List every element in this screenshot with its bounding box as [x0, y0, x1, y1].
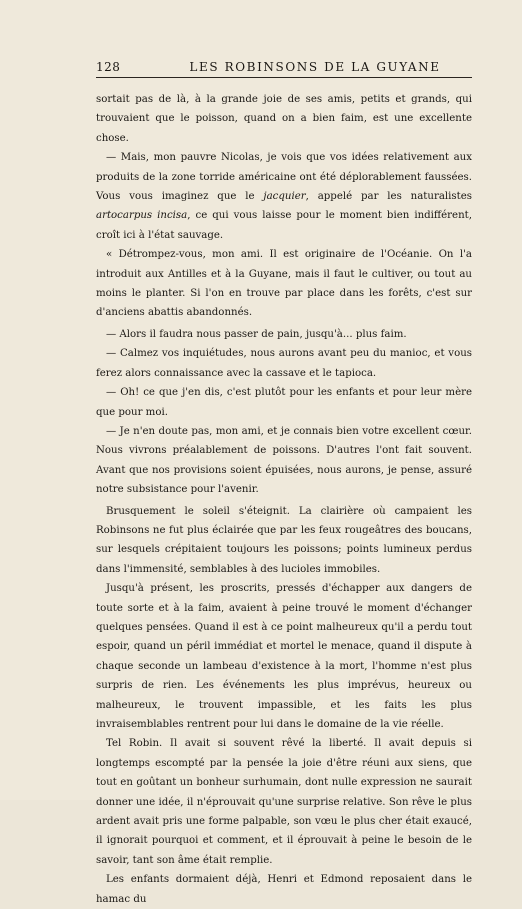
- text-run: — Alors il faudra nous passer de pain, jusqu'à... plus faim.: [106, 328, 407, 340]
- text-run: , appelé par les naturalistes: [305, 191, 473, 203]
- text-run: — Oh! ce que j'en dis, c'est plutôt pour les enfants et pour leur mère que pour moi.: [96, 387, 472, 418]
- italic-text: jacquier: [263, 191, 306, 203]
- paragraph: [96, 422, 472, 500]
- text-run: Les enfants dormaient déjà, Henri et Edmond reposaient dans le hamac du: [96, 874, 472, 905]
- paragraph: [96, 579, 472, 734]
- paragraph: [96, 245, 472, 323]
- text-run: , ce qui vous laisse pour le moment bien indifférent, croît ici à l'état sauvage.: [96, 210, 472, 241]
- page-number: 128: [96, 60, 121, 74]
- text-run: — Mais, mon pauvre Nicolas, je vois que vos idées relativement aux produits de la zone torride américaine ont été déplorablement faussées. Vous vous imaginez que le: [96, 152, 472, 203]
- text-run: — Calmez vos inquiétudes, nous aurons avant peu du manioc, et vous ferez alors connaissance avec la cassave et le tapioca.: [96, 348, 472, 379]
- paragraph: [96, 383, 472, 422]
- paragraph: [96, 734, 472, 870]
- paragraph: [96, 148, 472, 245]
- text-run: sortait pas de là, à la grande joie de ses amis, petits et grands, qui trouvaient que le poisson, quand on a bien faim, est une excellente chose.: [96, 94, 472, 144]
- paragraph: [96, 870, 472, 909]
- italic-text: artocarpus incisa: [96, 210, 188, 222]
- paragraph: [96, 325, 472, 344]
- body-text: [96, 90, 472, 909]
- running-title: LES ROBINSONS DE LA GUYANE: [189, 60, 441, 74]
- text-run: Brusquement le soleil s'éteignit. La clairière où campaient les Robinsons ne fut plus éclairée que par les feux rougeâtres des boucans, sur lesquels crépitaient toujours les poissons; points lumineux perdus dans l'immensité, semblables à des lucioles immobiles.: [96, 505, 472, 575]
- text-run: Jusqu'à présent, les proscrits, pressés d'échapper aux dangers de toute sorte et à la faim, avaient à peine trouvé le moment d'échanger quelques pensées. Quand il est à ce point malheureux qu'il a perdu tout espoir, quand un péril immédiat et mortel le menace, quand il dispute à chaque seconde un lambeau d'existence à la mort, l'homme n'est plus surpris de rien. Les événements les plus imprévus, heureux ou malheureux, le trouvent impassible, et les faits les plus invraisemblables rentrent pour lui dans le domaine de la vie réelle.: [96, 583, 472, 730]
- paragraph: [96, 502, 472, 580]
- paragraph: [96, 344, 472, 383]
- page-header: [96, 60, 472, 80]
- paragraph: [96, 90, 472, 148]
- text-run: Tel Robin. Il avait si souvent rêvé la liberté. Il avait depuis si longtemps escompté par la pensée la joie d'être réuni aux siens, que tout en goûtant un bonheur surhumain, dont nulle expression ne saurait donner une idée, il n'éprouvait qu'une surprise relative. Son rêve le plus ardent avait pris une forme palpable, son vœu le plus cher était exaucé, il ignorait pourquoi et comment, et il éprouvait à peine le besoin de le savoir, tant son âme était remplie.: [96, 738, 472, 866]
- text-run: — Je n'en doute pas, mon ami, et je connais bien votre excellent cœur. Nous vivrons préalablement de poissons. D'autres l'ont fait souvent. Avant que nos provisions soient épuisées, nous aurons, je pense, assuré notre subsistance pour l'avenir.: [96, 425, 472, 496]
- text-run: « Détrompez-vous, mon ami. Il est originaire de l'Océanie. On l'a introduit aux Antilles et à la Guyane, mais il faut le cultiver, ou tout au moins le planter. Si l'on en trouve par place dans les forêts, c'est sur d'anciens abattis abandonnés.: [96, 249, 472, 319]
- header-rule: [96, 77, 472, 78]
